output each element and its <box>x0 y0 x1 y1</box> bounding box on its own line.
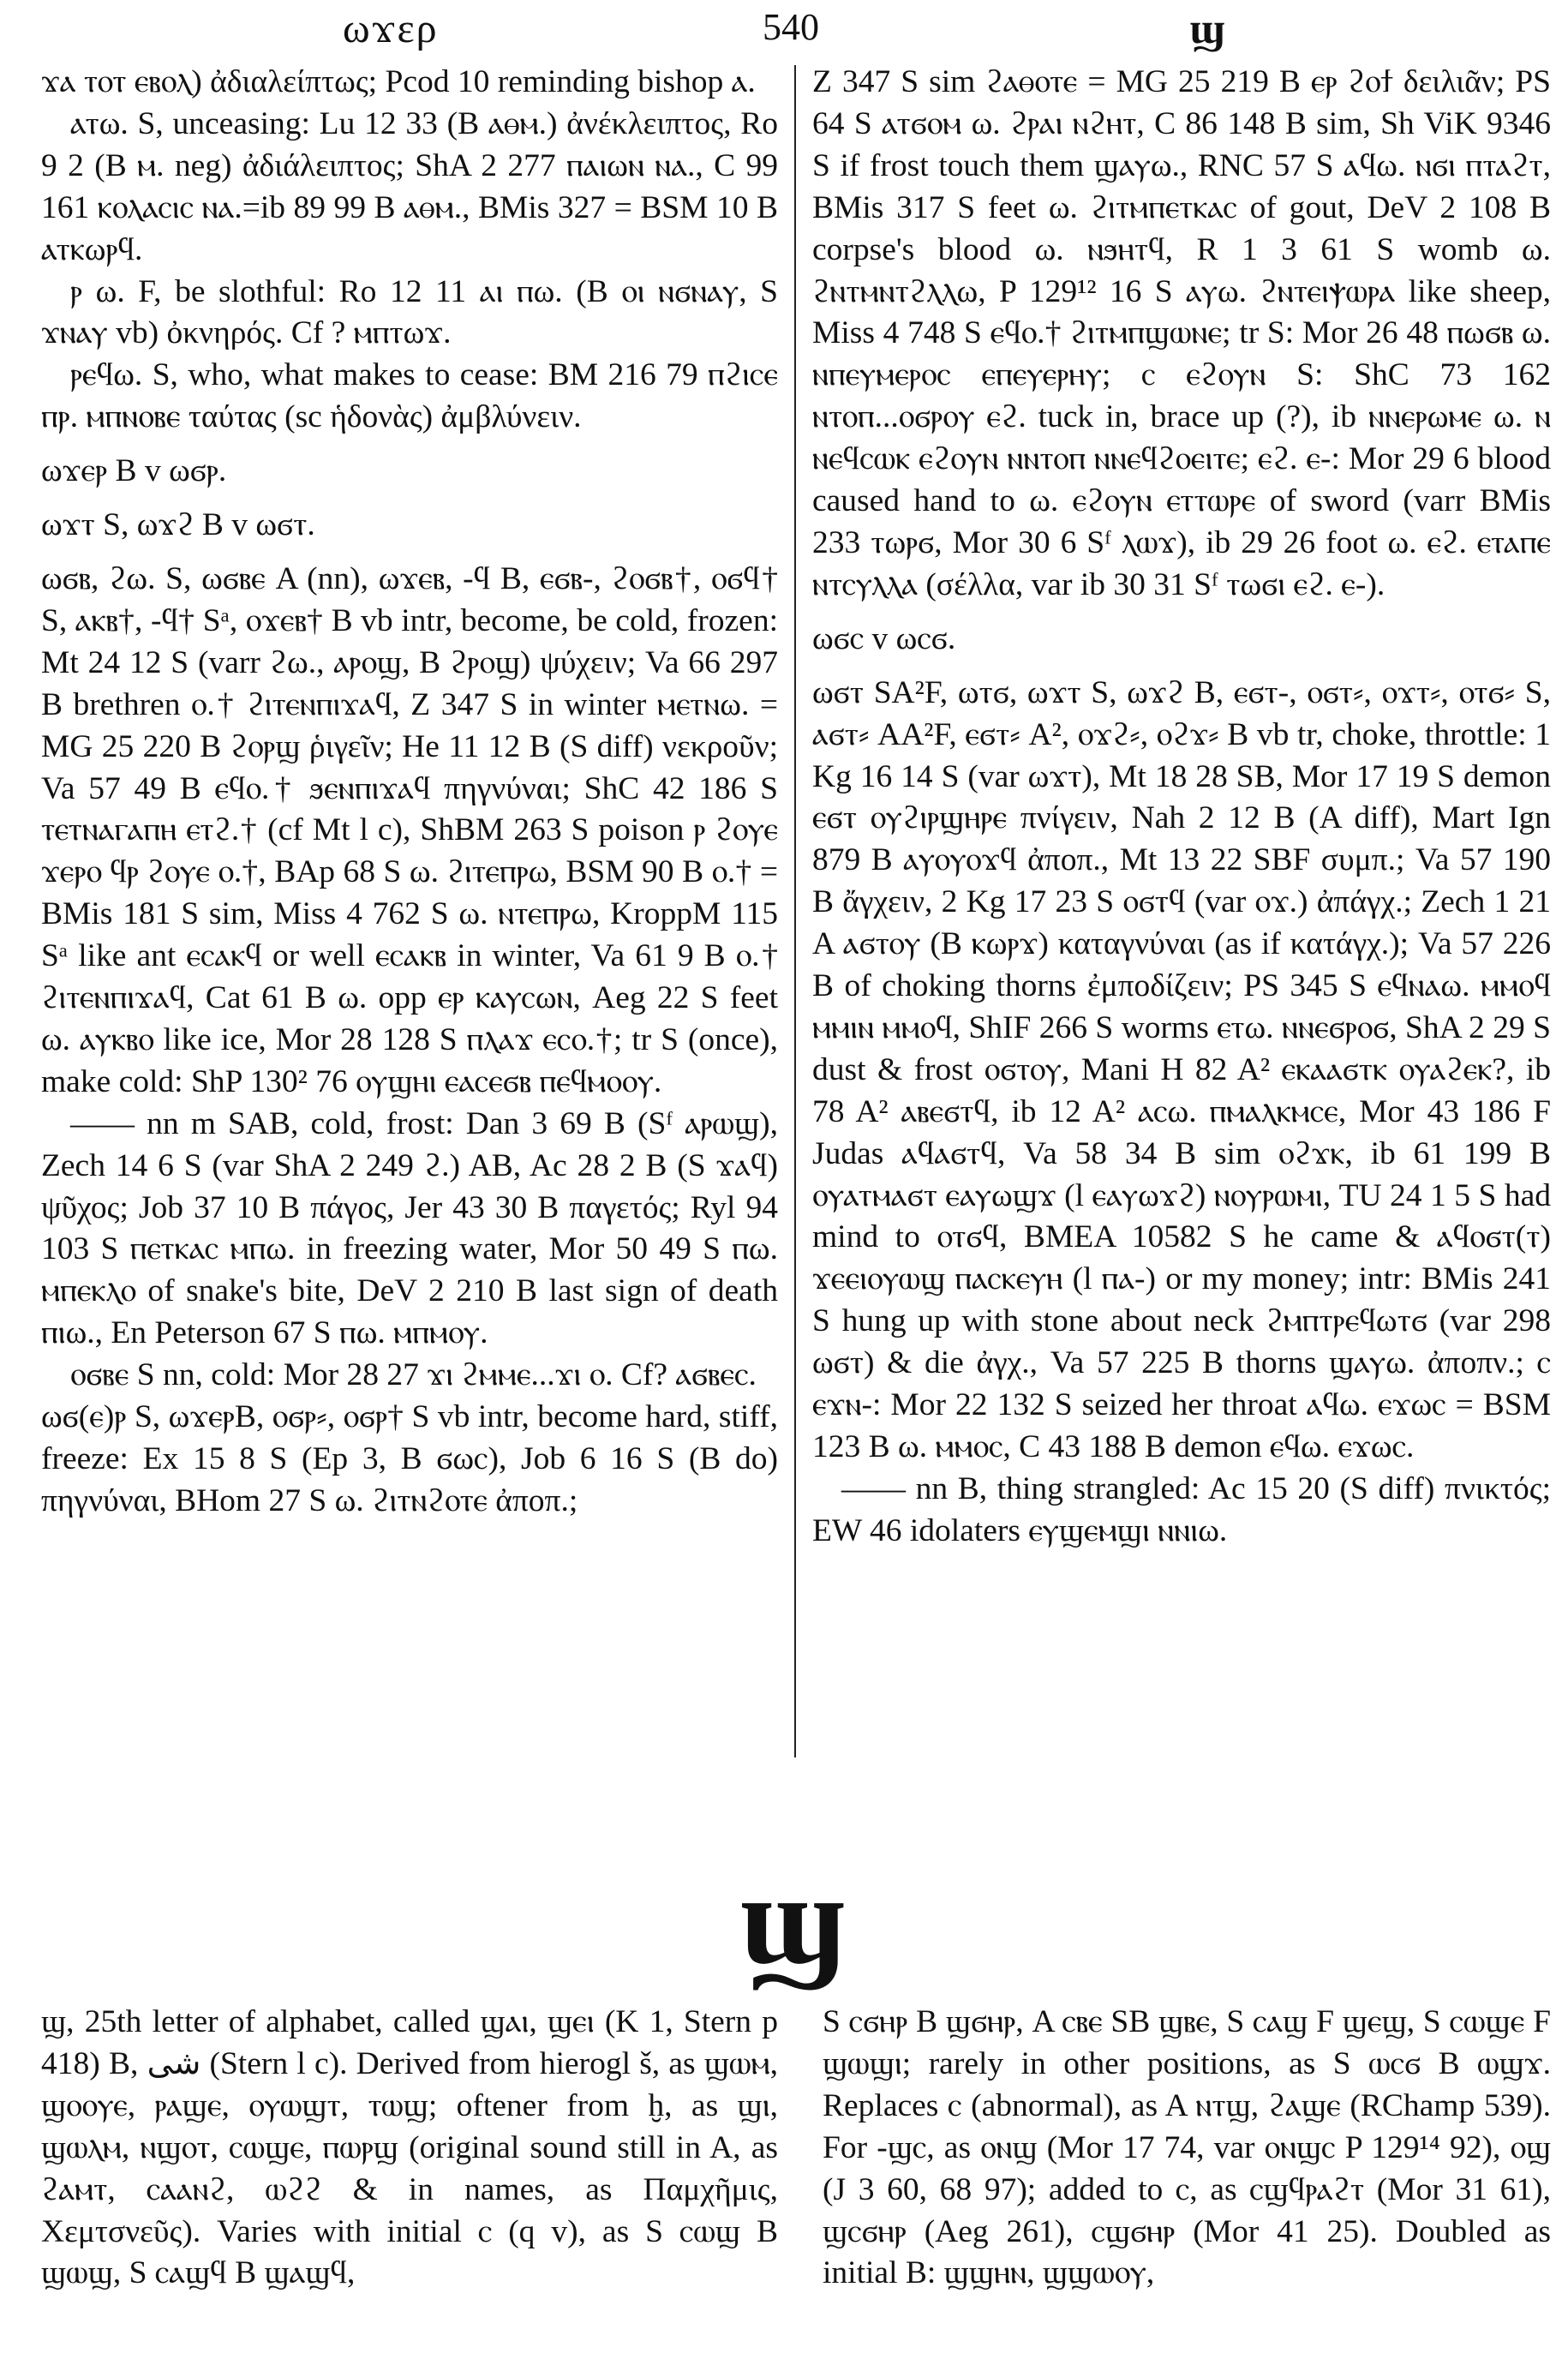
letter-intro-text-right: S ⲥϭⲏⲣ B ϣϭⲏⲣ, A ⲥⲃⲉ SB ϣⲃⲉ, S ⲥⲁϣ F ϣⲉϣ, S ⲥⲱϣⲉ F ϣⲱϣⲓ; rarely in other positions, as S ⲱⲥϭ B ⲱϣϫ. Replaces ⲥ (abnormal), as A ⲛⲧϣ, ϩⲁϣⲉ (RChamp 539). For -ϣⲥ, as ⲟⲛϣ (Mor 17 74, var ⲟⲛϣⲥ P 129¹⁴ 92), ⲟϣ (J 3 60, 68 97); added to ⲥ, as ⲥϣϥⲣⲁϩⲧ (Mor 31 61), ϣⲥϭⲏⲣ (Aeg 261), ⲥϣϭⲏⲣ (Mor 41 25). Doubled as initial B: ϣϣⲏⲛ, ϣϣⲱⲟⲩ, <box>823 2004 1551 2291</box>
sub-entry-r-w: ⲣ ω. F, be slothful: Ro 12 11 ⲁⲓ ⲡω. (B ⲟⲓ ⲛϭⲛⲁⲩ, S ϫⲛⲁⲩ vb) ὀκνηρός. Cf ? ⲙⲡⲧωϫ. <box>41 273 778 351</box>
entry-continuation: ϫⲁ ⲧⲟⲧ ⲉⲃⲟⲗ) ἀδιαλείπτως; Pcod 10 reminding bishop ⲁ. <box>41 64 756 99</box>
letter-intro-text-left: ϣ, 25th letter of alphabet, called ϣⲁⲓ, ϣⲉⲓ (K 1, Stern p 418) B, ﺷﻰ (Stern l c). Derived from hierogl š, as ϣⲱⲙ, ϣⲟⲟⲩⲉ, ⲣⲁϣⲉ, ⲟⲩⲱϣⲧ, ⲧⲱϣ; oftener from ḫ, as ϣⲓ, ϣⲱⲗⲙ, ⲛϣⲟⲧ, ⲥⲱϣⲉ, ⲡⲱⲣϣ (original sound still in A, as ϩⲁⲙⲧ, ⲥⲁⲁⲛϩ, ⲱϩϩ & in names, as Παμχῆμις, Χεμτσνεῦς). Varies with initial ⲥ (q v), as S ⲥⲱϣ B ϣⲱϣ, S ⲥⲁϣϥ B ϣⲁϣϥ, <box>41 2004 779 2291</box>
entry-wcht: ωϭⲧ SA²F, ωⲧϭ, ωϫⲧ S, ωϫϩ B, ⲉϭⲧ-, ⲟϭⲧ⸗, ⲟϫⲧ⸗, ⲟⲧϭ⸗ S, ⲁϭⲧ⸗ AA²F, ⲉϭⲧ⸗ A², ⲟϫϩ⸗, ⲟϩϫ⸗ B vb tr, choke, throttle: 1 Kg 16 14 S (var ωϫⲧ), Mt 18 28 SB, Mor 17 19 S demon ⲉϭⲧ ⲟⲩϩⲓⲣϣⲏⲣⲉ πνίγειν, Nah 2 12 B (A diff), Mart Ign 879 B ⲁⲩⲟⲩⲟϫϥ ἀποπ., Mt 13 22 SBF συμπ.; Va 57 190 B ἄγχειν, 2 Kg 17 23 S ⲟϭⲧϥ (var ⲟϫ.) ἀπάγχ.; Zech 1 21 A ⲁϭⲧⲟⲩ (B ⲕωⲣϫ) καταγνύναι (as if κατάγχ.); Va 57 226 B of choking thorns ἐμποδίζειν; PS 345 S ⲉϥⲛⲁω. ⲙⲙⲟϥ ⲙⲙⲓⲛ ⲙⲙⲟϥ, ShIF 266 S worms ⲉⲧω. ⲛⲛⲉϭⲣⲟϭ, ShA 2 29 S dust & frost ⲟϭⲧⲟⲩ, Mani H 82 A² ⲉⲕⲁⲁϭⲧⲕ ⲟⲩⲁϩⲉⲕ?, ib 78 A² ⲁⲃⲉϭⲧϥ, ib 12 A² ⲁⲥω. ⲡⲙⲁⲗⲕⲙⲥⲉ, Mor 43 186 F Judas ⲁϥⲁϭⲧϥ, Va 58 34 B sim ⲟϩϫⲕ, ib 61 199 B ⲟⲩⲁⲧⲙⲁϭⲧ ⲉⲁⲩωϣϫ (l ⲉⲁⲩωϫϩ) ⲛⲟⲩⲣⲱⲙⲓ, TU 24 1 5 S had mind to ⲟⲧϭϥ, BMEA 10582 S he came & ⲁϥⲟϭⲧ(ⲧ) ϫⲉⲉⲓⲟⲩⲱϣ ⲡⲁⲥⲕⲉⲩⲏ (l ⲡⲁ-) or my money; intr: BMis 241 S hung up with stone about neck ϩⲙⲡⲧⲣⲉϥωⲧϭ (var 298 ωϭⲧ) & die ἀγχ., Va 57 225 B thorns ϣⲁⲩω. ἀποπν.; ⲥ ⲉϫⲛ-: Mor 22 132 S seized her throat ⲁϥω. ⲉϫωⲥ = BSM 123 B ω. ⲙⲙⲟⲥ, C 43 188 B demon ⲉϥω. ⲉϫωⲥ. <box>812 674 1551 1464</box>
right-running-headword: ϣ <box>1189 4 1225 52</box>
right-column <box>812 62 1551 1767</box>
sub-entry-nn-cold: —— nn m SAB, cold, frost: Dan 3 69 B (Sᶠ ⲁⲣⲱϣ), Zech 14 6 S (var ShA 2 249 ϩ.) AB, Ac 28 2 B (S ϫⲁϥ) ψῦχος; Job 37 10 B πάγος, Jer 43 30 B παγετός; Ryl 94 103 S ⲡⲉⲧⲕⲁⲥ ⲙⲡω. in freezing water, Mor 50 49 S ⲡω. ⲙⲡⲉⲕⲗⲟ of snake's bite, DeV 2 210 B last sign of death ⲡⲓω., En Peterson 67 S ⲡω. ⲙⲡⲙⲟⲩ. <box>41 1105 778 1351</box>
left-column <box>41 62 778 1767</box>
sub-entry-thing-strangled: —— nn B, thing strangled: Ac 15 20 (S diff) πνικτός; EW 46 idolaters ⲉⲩϣⲉⲙϣⲓ ⲛⲛⲓω. <box>812 1470 1551 1548</box>
sub-entry-atw: ⲁⲧω. S, unceasing: Lu 12 33 (B ⲁⲑⲙ.) ἀνέκλειπτος, Ro 9 2 (B ⲙ. neg) ἀδιάλειπτος; ShA 2 277 ⲡⲁⲓωⲛ ⲛⲁ., C 99 161 ⲕⲟⲗⲁⲥⲓⲥ ⲛⲁ.=ib 89 99 B ⲁⲑⲙ., BMis 327 = BSM 10 B ⲁⲧⲕωⲣϥ. <box>41 105 778 267</box>
letter-intro-right <box>823 2002 1551 2295</box>
left-running-headword: ωϫερ <box>343 6 439 51</box>
section-letter-shai: ϣ <box>739 1848 846 1991</box>
entry-wjer: ωϫⲉⲣ B v ωϭⲣ. <box>41 453 227 489</box>
column-divider <box>794 65 796 1757</box>
letter-intro-left <box>41 2002 778 2295</box>
entry-continuation-right: Z 347 S sim ϩⲁⲑⲟⲧⲉ = MG 25 219 B ⲉⲣ ϩⲟϯ δειλιᾶν; PS 64 S ⲁⲧϭⲟⲙ ω. ϩⲣⲁⲓ ⲛϩⲏⲧ, C 86 148 B sim, Sh ViK 9346 S if frost touch them ϣⲁⲩω., RNC 57 S ⲁϥω. ⲛϭⲓ ⲡⲧⲁϩⲧ, BMis 317 S feet ω. ϩⲓⲧⲙⲡⲉⲧⲕⲁⲥ of gout, DeV 2 108 B corpse's blood ω. ⲛϧⲏⲧϥ, R 1 3 61 S womb ω. ϩⲛⲧⲙⲛⲧϩⲗⲗω, P 129¹² 16 S ⲁⲩω. ϩⲛⲧⲉⲓⲯⲱⲣⲁ like sheep, Miss 4 748 S ⲉϥⲟ.† ϩⲓⲧⲙⲡϣⲱⲛⲉ; tr S: Mor 26 48 ⲡωϭⲃ ω. ⲛⲡⲉⲩⲙⲉⲣⲟⲥ ⲉⲡⲉⲩⲉⲣⲏⲩ; ⲥ ⲉϩⲟⲩⲛ S: ShC 73 162 ⲛⲧⲟⲡ...ⲟϭⲣⲟⲩ ⲉϩ. tuck in, brace up (?), ib ⲛⲛⲉⲣωⲙⲉ ω. ⲛ ⲛⲉϥⲥⲱⲕ ⲉϩⲟⲩⲛ ⲛⲛⲧⲟⲡ ⲛⲛⲉϥϩⲟⲉⲓⲧⲉ; ⲉϩ. ⲉ-: Mor 29 6 blood caused hand to ω. ⲉϩⲟⲩⲛ ⲉⲧⲧⲱⲣⲉ of sword (varr BMis 233 ⲧωⲣϭ, Mor 30 6 Sᶠ ⲗⲱϫ), ib 29 26 foot ω. ⲉϩ. ⲉⲧⲁⲡⲉ ⲛⲧⲥⲩⲗⲗⲁ (σέλλα, var ib 30 31 Sᶠ ⲧωϭⲓ ⲉϩ. ⲉ-). <box>812 64 1551 602</box>
sub-entry-ochbe: ⲟϭⲃⲉ S nn, cold: Mor 28 27 ϫⲓ ϩⲙⲙⲉ...ϫⲓ ⲟ. Cf? ⲁϭⲃⲉⲥ. <box>70 1357 757 1393</box>
sub-entry-refw: ⲣⲉϥω. S, who, what makes to cease: BM 216 79 ⲡϩⲓⲥⲉ ⲡⲣ. ⲙⲡⲛⲟⲃⲉ ταύτας (sc ἡδονὰς) ἀμβλύνειν. <box>41 357 778 435</box>
entry-wchs: ωϭⲥ v ωⲥϭ. <box>812 620 956 656</box>
page-number: 540 <box>763 6 819 48</box>
entry-wchb: ωϭⲃ, ϩω. S, ωϭⲃⲉ A (nn), ωϫⲉⲃ, -ϥ B, ⲉϭⲃ-, ϩⲟϭⲃ†, ⲟϭϥ† S, ⲁⲕⲃ†, -ϥ† Sᵃ, ⲟϫⲉⲃ† B vb intr, become, be cold, frozen: Mt 24 12 S (varr ϩω., ⲁⲣⲟϣ, B ϩⲣⲟϣ) ψύχειν; Va 66 297 B brethren ⲟ.† ϩⲓⲧⲉⲛⲡⲓϫⲁϥ, Z 347 S in winter ⲙⲉⲧⲛω. = MG 25 220 B ϩⲟⲣϣ ῥιγεῖν; He 11 12 B (S diff) νεκροῦν; Va 57 49 B ⲉϥⲟ.† ϧⲉⲛⲡⲓϫⲁϥ πηγνύναι; ShC 42 186 S ⲧⲉⲧⲛⲁⲅⲁⲡⲏ ⲉⲧϩ.† (cf Mt l c), ShBM 263 S poison ⲣ ϩⲟⲩⲉ ϫⲉⲣⲟ ϥⲣ ϩⲟⲩⲉ ⲟ.†, BAp 68 S ω. ϩⲓⲧⲉⲡⲣω, BSM 90 B ⲟ.† = BMis 181 S sim, Miss 4 762 S ω. ⲛⲧⲉⲡⲣω, KroppM 115 Sᵃ like ant ⲉⲥⲁⲕϥ or well ⲉⲥⲁⲕⲃ in winter, Va 61 9 B ⲟ.† ϩⲓⲧⲉⲛⲡⲓϫⲁϥ, Cat 61 B ω. opp ⲉⲣ ⲕⲁⲩⲥωⲛ, Aeg 22 S feet ω. ⲁⲩⲕⲃⲟ like ice, Mor 28 128 S ⲡⲗⲁϫ ⲉⲥⲟ.†; tr S (once), make cold: ShP 130² 76 ⲟⲩϣⲏⲓ ⲉⲁⲥⲉϭⲃ ⲡⲉϥⲙⲟⲟⲩ. <box>41 560 778 1099</box>
page-header <box>0 0 1568 51</box>
entry-wjt: ωϫⲧ S, ωϫϩ B v ωϭⲧ. <box>41 507 315 543</box>
entry-wcher: ωϭ(ⲉ)ⲣ S, ωϫⲉⲣB, ⲟϭⲣ⸗, ⲟϭⲣ† S vb intr, become hard, stiff, freeze: Ex 15 8 S (Ep 3, B ϭωⲥ), Job 6 16 S (B do) πηγνύναι, BHom 27 S ω. ϩⲓⲧⲛϩⲟⲧⲉ ἀποπ.; <box>41 1399 778 1518</box>
